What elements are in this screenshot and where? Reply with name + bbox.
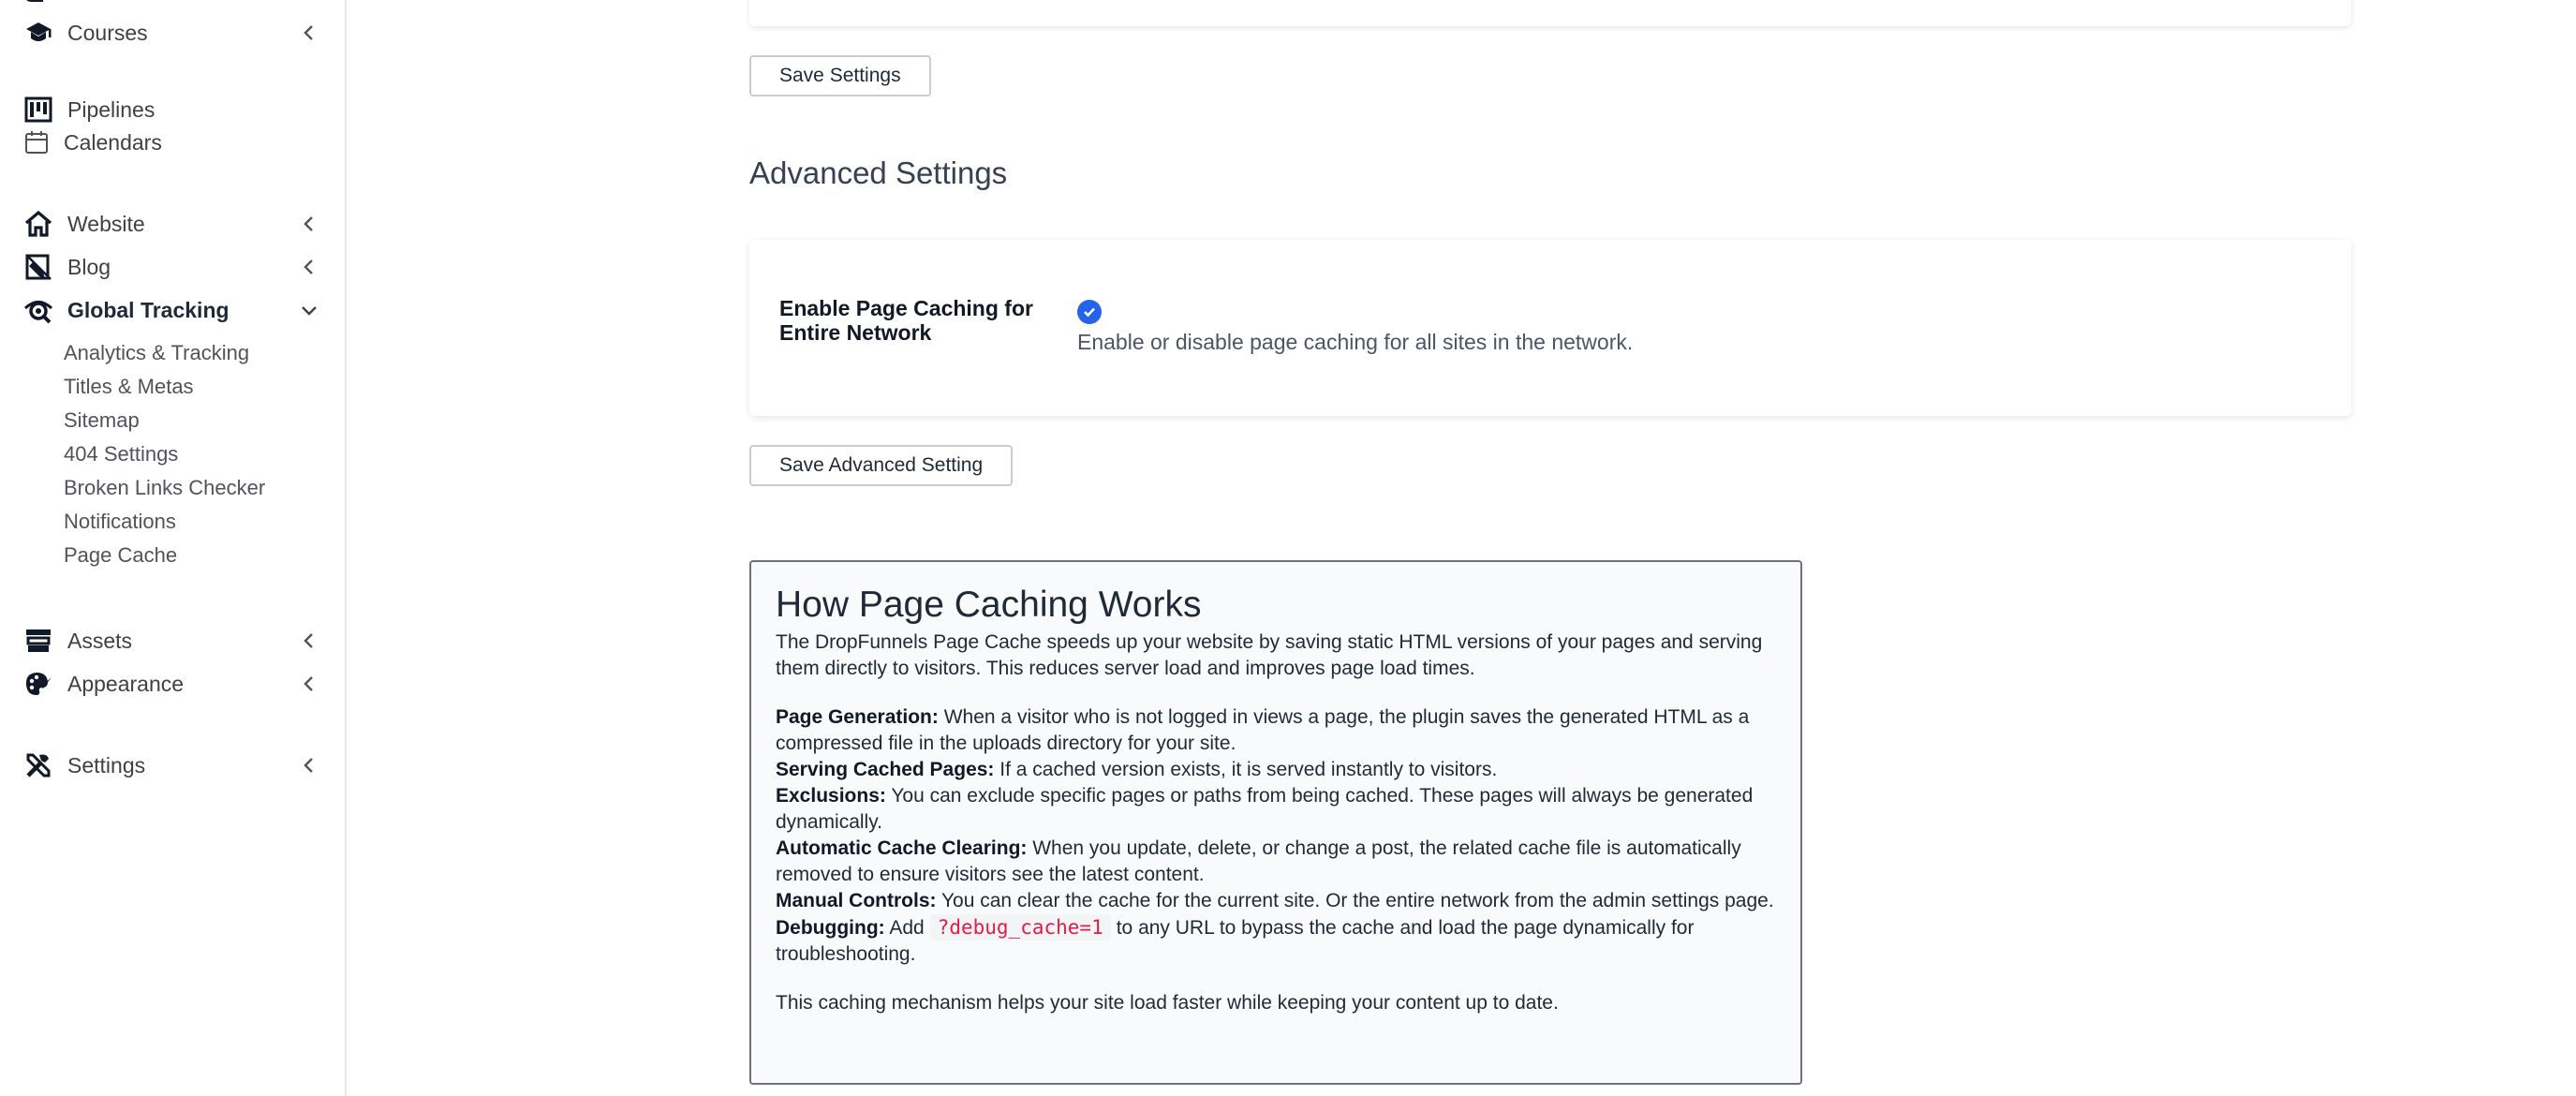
debug-code: ?debug_cache=1 [930,914,1111,940]
partial-top-icon [24,0,49,4]
sidebar-item-assets[interactable] [22,622,320,659]
sidebar-item-label: Website [67,211,145,236]
sidebar-item-appearance[interactable] [22,665,320,703]
page-caching-label: Enable Page Caching for Entire Network [779,296,1033,345]
check-icon [1081,304,1098,320]
tools-icon [22,749,54,781]
sidebar-item-label: Settings [67,752,146,778]
palette-icon [22,668,54,700]
tracking-icon [22,294,54,326]
pipelines-icon [22,94,54,126]
sidebar-item-label: Courses [67,20,148,45]
info-automatic-clearing: Automatic Cache Clearing: When you update, delete, or change a post, the related cache file is automatically removed to ensure visitors see the latest content. [776,837,1741,885]
sidebar-item-global-tracking[interactable] [22,291,320,329]
blog-icon [22,251,54,283]
chevron-down-icon [298,299,320,321]
sidebar-item-label: Pipelines [67,96,155,122]
chevron-left-icon [298,754,320,777]
save-advanced-setting-button[interactable]: Save Advanced Setting [749,445,1013,486]
sidebar-item-label: Global Tracking [67,297,229,322]
chevron-left-icon [298,673,320,695]
sidebar-subitem-page-cache[interactable]: Page Cache [64,543,178,567]
info-manual-controls: Manual Controls: You can clear the cache for the current site. Or the entire network from the admin settings page. [776,890,1774,911]
info-title: How Page Caching Works [776,585,1202,625]
page-caching-description: Enable or disable page caching for all sites in the network. [1077,330,1634,354]
info-intro: The DropFunnels Page Cache speeds up your website by saving static HTML versions of your pages and serving them directly to visitors. This reduces server load and improves page load times. [776,631,1763,679]
chevron-left-icon [298,629,320,652]
graduation-cap-icon [22,17,54,49]
page-caching-checkbox[interactable] [1077,300,1102,324]
how-caching-works-box [749,560,1802,1085]
calendar-icon [22,128,51,156]
sidebar-subitem-analytics-tracking[interactable]: Analytics & Tracking [64,341,250,364]
sidebar-subitem-404-settings[interactable]: 404 Settings [64,442,179,466]
save-settings-button[interactable]: Save Settings [749,55,931,96]
sidebar-item-label: Blog [67,254,111,279]
sidebar-item-label: Appearance [67,671,185,696]
home-icon [22,208,54,240]
sidebar-item-settings[interactable] [22,747,320,784]
info-page-generation: Page Generation: When a visitor who is not logged in views a page, the plugin saves the generated HTML as a compressed file in the uploads directory for your site. [776,706,1750,754]
sidebar-item-label: Calendars [64,129,162,155]
info-exclusions: Exclusions: You can exclude specific pages or paths from being cached. These pages will always be generated dynamically. [776,785,1754,833]
info-debugging: Debugging: Add ?debug_cache=1 to any URL to bypass the cache and load the page dynamically for troubleshooting. [776,916,1695,965]
settings-card [749,0,2351,26]
sidebar-item-calendars[interactable] [22,128,162,156]
info-closing: This caching mechanism helps your site load faster while keeping your content up to date. [776,992,1559,1014]
chevron-left-icon [298,22,320,44]
chevron-left-icon [298,256,320,278]
assets-icon [22,625,54,657]
chevron-left-icon [298,213,320,235]
sidebar-item-pipelines[interactable] [22,91,320,128]
sidebar-subitem-sitemap[interactable]: Sitemap [64,408,140,432]
sidebar-subitem-titles-metas[interactable]: Titles & Metas [64,375,194,398]
sidebar-item-courses[interactable] [22,14,320,52]
info-serving: Serving Cached Pages: If a cached version exists, it is served instantly to visitors. [776,759,1498,780]
page-title: Advanced Settings [749,156,1008,190]
sidebar-item-website[interactable] [22,205,320,243]
sidebar-item-label: Assets [67,628,133,653]
sidebar-subitem-broken-links-checker[interactable]: Broken Links Checker [64,476,266,499]
sidebar-subitem-notifications[interactable]: Notifications [64,510,176,533]
sidebar-item-blog[interactable] [22,248,320,286]
sidebar [0,0,347,1096]
